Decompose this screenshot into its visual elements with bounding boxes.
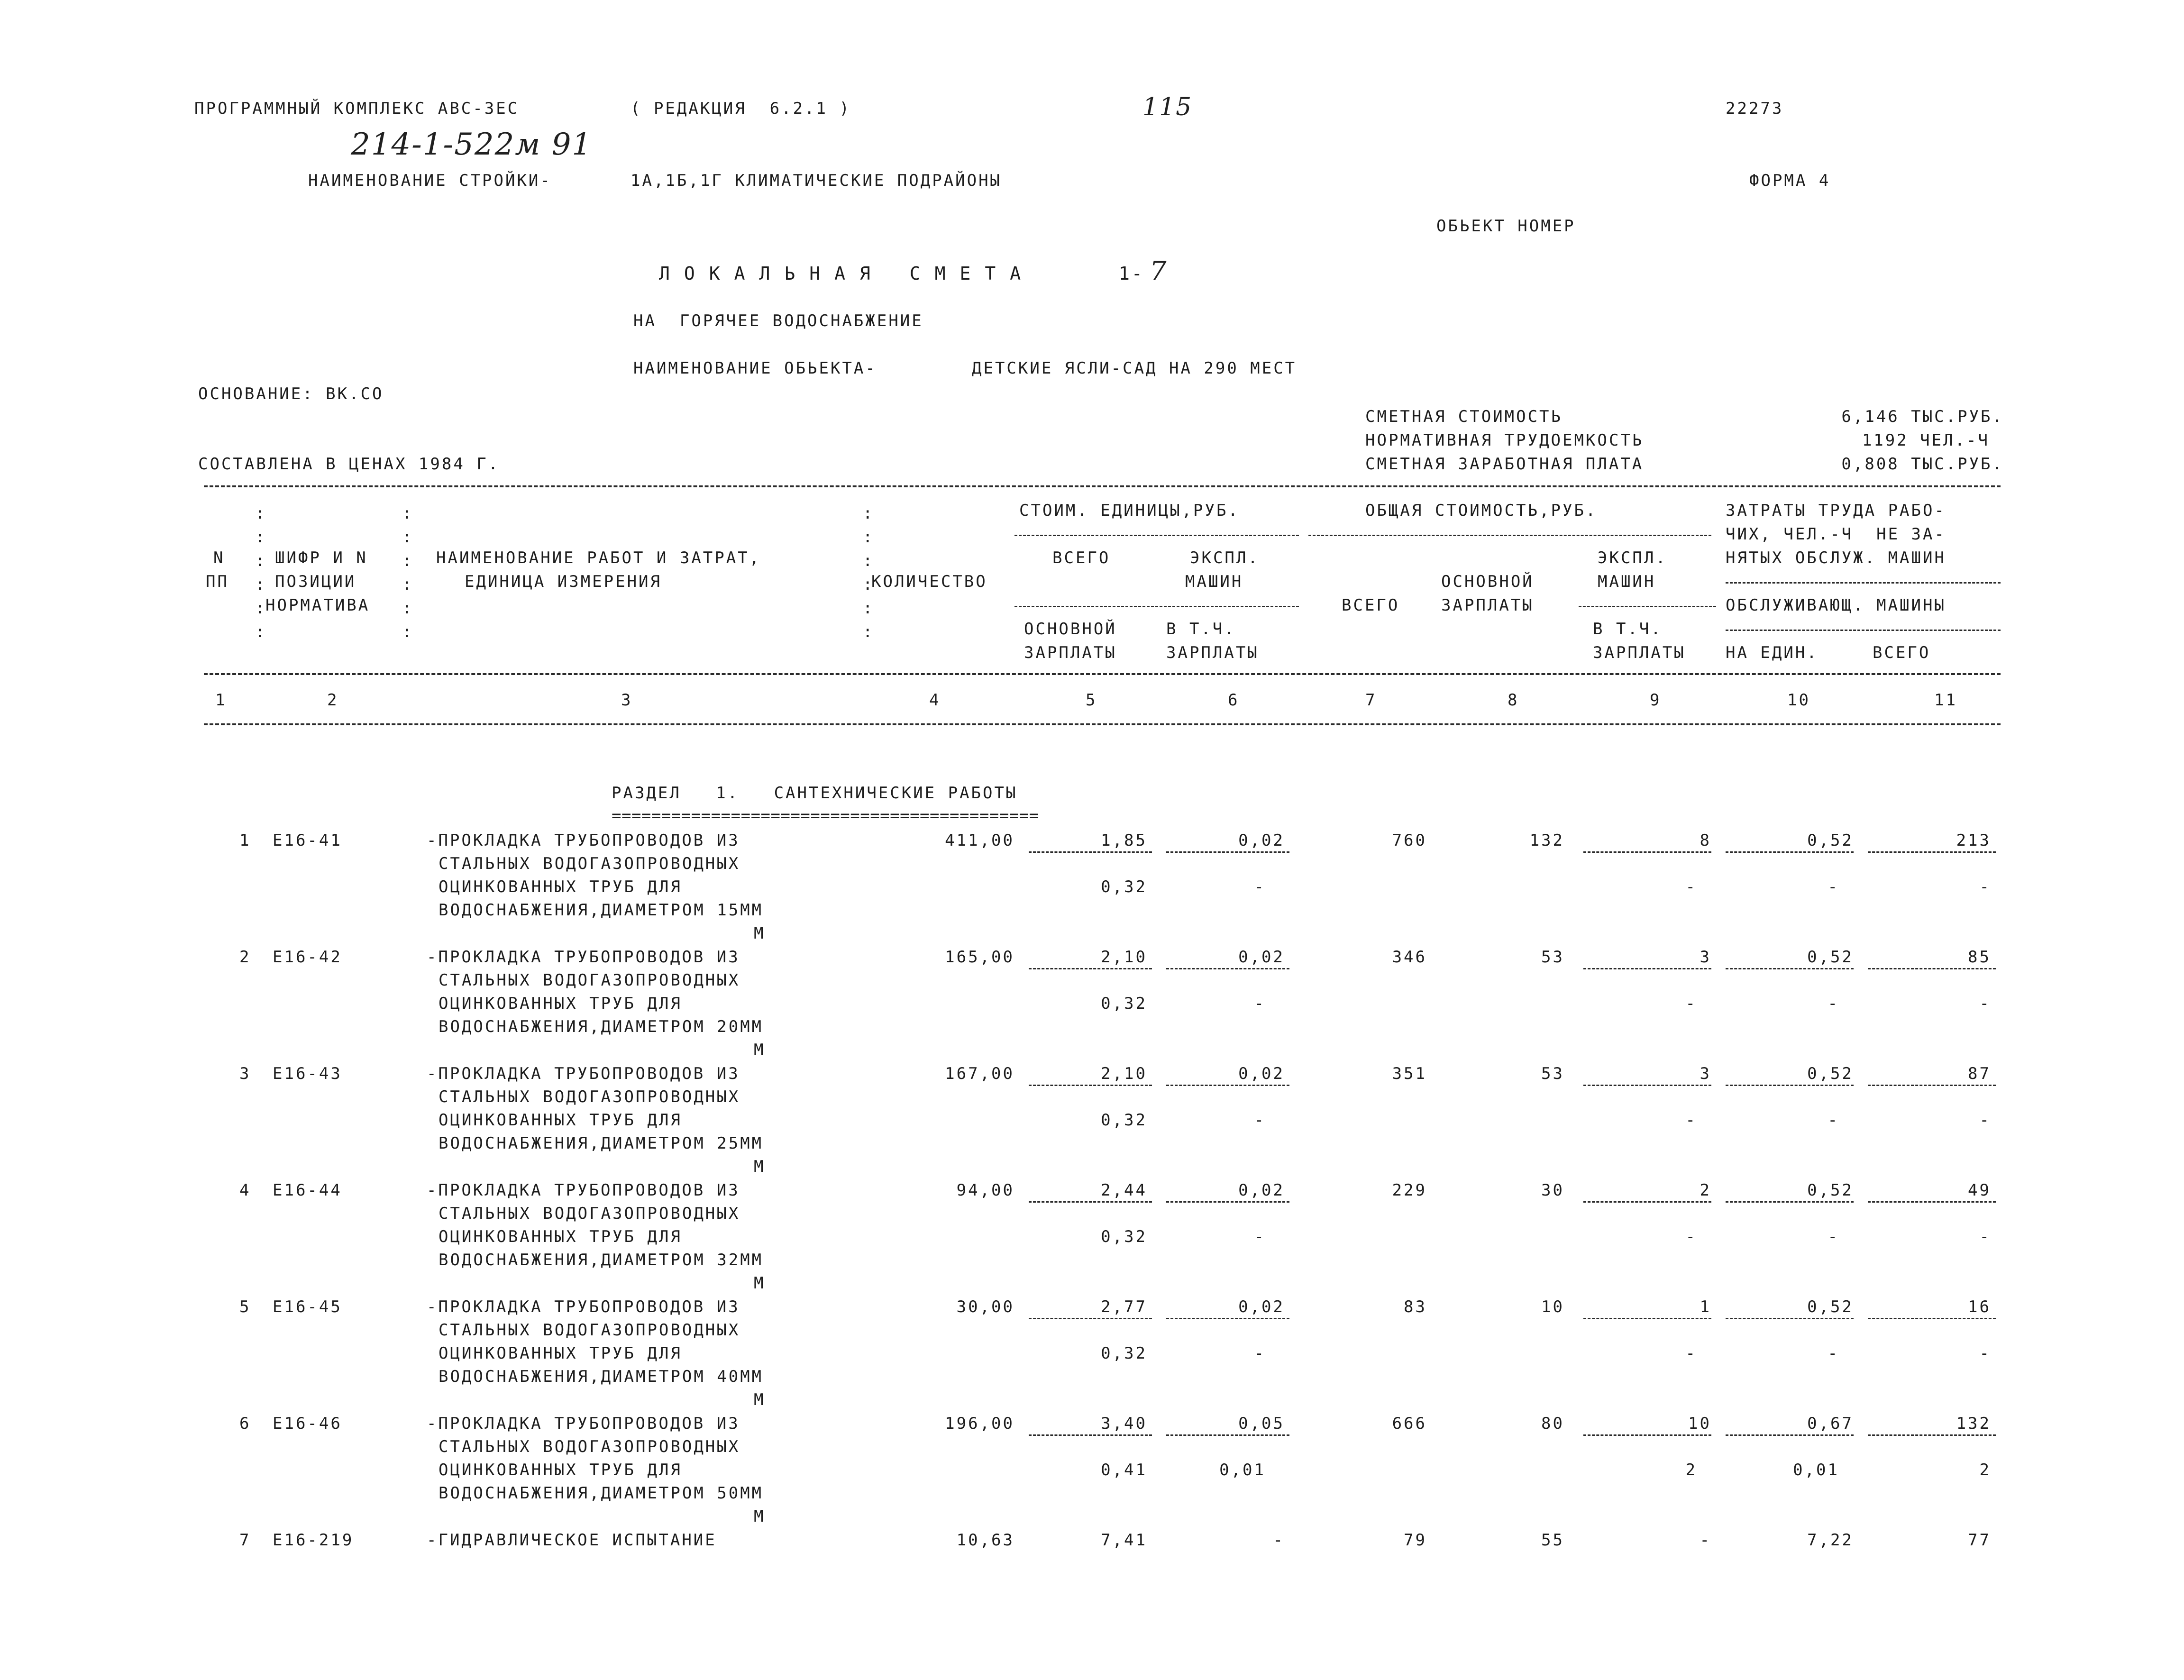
colnum-bottom-rule — [204, 723, 2001, 725]
construction-label: НАИМЕНОВАНИЕ СТРОЙКИ- — [308, 171, 552, 190]
cell-divider-rule — [1029, 1434, 1152, 1436]
header-rule-unit — [1014, 535, 1299, 536]
row-unit-total: 2,10 — [1101, 948, 1147, 967]
row-total-wage: 80 — [1541, 1414, 1564, 1433]
row-unit-wage: 0,41 — [1101, 1461, 1147, 1479]
row-name-line: СТАЛЬНЫХ ВОДОГАЗОПРОВОДНЫХ — [439, 971, 740, 990]
row-total-wage: 132 — [1529, 831, 1564, 850]
form-label: ФОРМА 4 — [1749, 171, 1831, 190]
row-total-mach: 2 — [1700, 1181, 1711, 1200]
row-total: 351 — [1392, 1064, 1427, 1083]
row-serv-unit: 0,01 — [1793, 1461, 1839, 1479]
construction-value: 1А,1Б,1Г КЛИМАТИЧЕСКИЕ ПОДРАЙОНЫ — [631, 171, 1002, 190]
row-total: 346 — [1392, 948, 1427, 967]
header-total-all: ВСЕГО — [1342, 596, 1400, 615]
row-serv-total: - — [1979, 1111, 1991, 1130]
cell-divider-rule — [1726, 1085, 1854, 1086]
row-unit-wage: 0,32 — [1101, 877, 1147, 896]
cell-divider-rule — [1583, 1434, 1711, 1436]
row-unit: М — [754, 1274, 766, 1293]
cell-divider-rule — [1726, 1201, 1854, 1203]
summary-value-cost: 6,146 ТЫС.РУБ. — [1841, 407, 2004, 426]
row-serv-total: - — [1979, 1227, 1991, 1246]
row-name-line: ОЦИНКОВАННЫХ ТРУБ ДЛЯ — [439, 1111, 682, 1130]
row-number: 6 — [239, 1414, 251, 1433]
row-total-mach: 8 — [1700, 831, 1711, 850]
header-unit-mach-wage-2: ЗАРПЛАТЫ — [1166, 643, 1259, 662]
estimate-subtitle: НА ГОРЯЧЕЕ ВОДОСНАБЖЕНИЕ — [633, 311, 923, 330]
row-code: Е16-42 — [273, 948, 342, 967]
cell-divider-rule — [1726, 1434, 1854, 1436]
header-total-mach-wage-1: В Т.Ч. — [1593, 620, 1663, 639]
row-unit-total: 1,85 — [1101, 831, 1147, 850]
row-unit: М — [754, 1507, 766, 1526]
row-serv-unit: - — [1828, 1344, 1839, 1363]
row-labor-total: 213 — [1956, 831, 1991, 850]
row-code: Е16-219 — [273, 1531, 354, 1550]
cell-divider-rule — [1583, 1201, 1711, 1203]
row-quantity: 411,00 — [945, 831, 1014, 850]
colnum-7: 7 — [1365, 691, 1377, 710]
header-labor-3: НЯТЫХ ОБСЛУЖ. МАШИН — [1726, 548, 1946, 567]
cell-divider-rule — [1166, 851, 1289, 853]
row-name-line: ОЦИНКОВАННЫХ ТРУБ ДЛЯ — [439, 877, 682, 896]
header-labor-serv: ОБСЛУЖИВАЮЩ. МАШИНЫ — [1726, 596, 1946, 615]
header-name-1: НАИМЕНОВАНИЕ РАБОТ И ЗАТРАТ, — [436, 548, 761, 567]
header-total-cost: ОБЩАЯ СТОИМОСТЬ,РУБ. — [1365, 501, 1598, 520]
estimate-number: 1- — [1119, 263, 1144, 284]
row-name-line: ОЦИНКОВАННЫХ ТРУБ ДЛЯ — [439, 1344, 682, 1363]
row-total: 666 — [1392, 1414, 1427, 1433]
row-labor-unit: 0,52 — [1807, 831, 1854, 850]
header-rule-unit-2 — [1014, 606, 1299, 607]
cell-divider-rule — [1868, 1434, 1996, 1436]
row-total-wage: 53 — [1541, 1064, 1564, 1083]
row-number: 4 — [239, 1181, 251, 1200]
cell-divider-rule — [1583, 1085, 1711, 1086]
row-labor-unit: 0,52 — [1807, 1297, 1854, 1316]
header-unit-mach-wage-1: В Т.Ч. — [1166, 620, 1236, 639]
header-name-2: ЕДИНИЦА ИЗМЕРЕНИЯ — [465, 572, 662, 591]
row-name-line: -ПРОКЛАДКА ТРУБОПРОВОДОВ ИЗ — [427, 1181, 740, 1200]
row-name-line: -ГИДРАВЛИЧЕСКОЕ ИСПЫТАНИЕ — [427, 1531, 717, 1550]
row-name-line: ОЦИНКОВАННЫХ ТРУБ ДЛЯ — [439, 1227, 682, 1246]
colnum-9: 9 — [1650, 691, 1662, 710]
cell-divider-rule — [1029, 1085, 1152, 1086]
cell-divider-rule — [1726, 851, 1854, 853]
row-total-mach-wage: - — [1685, 877, 1697, 896]
row-labor-unit: 0,52 — [1807, 1181, 1854, 1200]
row-total-mach: 3 — [1700, 948, 1711, 967]
row-number: 1 — [239, 831, 251, 850]
row-number: 5 — [239, 1297, 251, 1316]
header-unit-wage-1: ОСНОВНОЙ — [1024, 620, 1117, 639]
row-total-wage: 30 — [1541, 1181, 1564, 1200]
row-unit-mach: 0,05 — [1238, 1414, 1285, 1433]
colnum-1: 1 — [215, 691, 227, 710]
row-unit-wage: 0,32 — [1101, 1111, 1147, 1130]
row-unit-wage: 0,32 — [1101, 1344, 1147, 1363]
row-code: Е16-46 — [273, 1414, 342, 1433]
cell-divider-rule — [1583, 1318, 1711, 1319]
row-unit-wage: 0,32 — [1101, 994, 1147, 1013]
row-name-line: ВОДОСНАБЖЕНИЯ,ДИАМЕТРОМ 15ММ — [439, 901, 764, 920]
row-labor-total: 16 — [1968, 1297, 1991, 1316]
header-rule-labor — [1726, 582, 2001, 584]
row-unit-mach: 0,02 — [1238, 1064, 1285, 1083]
row-unit-total: 3,40 — [1101, 1414, 1147, 1433]
colnum-2: 2 — [327, 691, 339, 710]
summary-label-labor: НОРМАТИВНАЯ ТРУДОЕМКОСТЬ — [1365, 431, 1644, 450]
row-serv-unit: - — [1828, 1227, 1839, 1246]
cell-divider-rule — [1029, 968, 1152, 969]
row-unit: М — [754, 1041, 766, 1059]
row-serv-unit: - — [1828, 994, 1839, 1013]
cell-divider-rule — [1583, 968, 1711, 969]
handwritten-estimate-number: 7 — [1150, 256, 1168, 287]
row-serv-total: 2 — [1979, 1461, 1991, 1479]
row-serv-unit: - — [1828, 877, 1839, 896]
header-pp: ПП — [206, 572, 229, 591]
row-name-line: ВОДОСНАБЖЕНИЯ,ДИАМЕТРОМ 25ММ — [439, 1134, 764, 1153]
cell-divider-rule — [1726, 968, 1854, 969]
document-number: 22273 — [1726, 99, 1784, 118]
row-unit-mach-wage: - — [1254, 1227, 1266, 1246]
row-code: Е16-44 — [273, 1181, 342, 1200]
header-total-mach-1: ЭКСПЛ. — [1598, 548, 1667, 567]
row-unit-mach: - — [1273, 1531, 1285, 1550]
row-name-line: -ПРОКЛАДКА ТРУБОПРОВОДОВ ИЗ — [427, 1064, 740, 1083]
row-name-line: СТАЛЬНЫХ ВОДОГАЗОПРОВОДНЫХ — [439, 854, 740, 873]
row-name-line: -ПРОКЛАДКА ТРУБОПРОВОДОВ ИЗ — [427, 948, 740, 967]
row-unit-total: 7,41 — [1101, 1531, 1147, 1550]
row-unit-mach: 0,02 — [1238, 948, 1285, 967]
row-unit-wage: 0,32 — [1101, 1227, 1147, 1246]
colnum-10: 10 — [1787, 691, 1810, 710]
section-underline: =========================================== — [612, 806, 1039, 825]
cell-divider-rule — [1029, 851, 1152, 853]
summary-value-wage: 0,808 ТЫС.РУБ. — [1841, 455, 2004, 474]
separator-column: : : : : : : — [255, 504, 267, 641]
row-code: Е16-45 — [273, 1297, 342, 1316]
row-labor-total: 49 — [1968, 1181, 1991, 1200]
estimate-title: ЛОКАЛЬНАЯ СМЕТА — [659, 263, 1035, 284]
row-unit-total: 2,44 — [1101, 1181, 1147, 1200]
header-unit-mach-1: ЭКСПЛ. — [1190, 548, 1260, 567]
header-quantity: КОЛИЧЕСТВО — [871, 572, 987, 591]
summary-label-wage: СМЕТНАЯ ЗАРАБОТНАЯ ПЛАТА — [1365, 455, 1644, 474]
row-labor-unit: 0,67 — [1807, 1414, 1854, 1433]
row-total: 229 — [1392, 1181, 1427, 1200]
row-total: 83 — [1404, 1297, 1427, 1316]
header-rule-labor-2 — [1726, 630, 2001, 631]
cell-divider-rule — [1868, 851, 1996, 853]
row-unit-mach: 0,02 — [1238, 1297, 1285, 1316]
row-quantity: 196,00 — [945, 1414, 1014, 1433]
row-unit-mach: 0,02 — [1238, 1181, 1285, 1200]
row-serv-total: - — [1979, 1344, 1991, 1363]
row-unit-total: 2,77 — [1101, 1297, 1147, 1316]
row-name-line: -ПРОКЛАДКА ТРУБОПРОВОДОВ ИЗ — [427, 1297, 740, 1316]
row-total-mach: 1 — [1700, 1297, 1711, 1316]
row-total-wage: 55 — [1541, 1531, 1564, 1550]
row-unit-mach-wage: - — [1254, 1344, 1266, 1363]
row-total-mach-wage: 2 — [1685, 1461, 1697, 1479]
cell-divider-rule — [1868, 1201, 1996, 1203]
cell-divider-rule — [1868, 1085, 1996, 1086]
row-unit-mach-wage: - — [1254, 1111, 1266, 1130]
row-name-line: ВОДОСНАБЖЕНИЯ,ДИАМЕТРОМ 40ММ — [439, 1367, 764, 1386]
colnum-6: 6 — [1228, 691, 1240, 710]
row-name-line: ВОДОСНАБЖЕНИЯ,ДИАМЕТРОМ 20ММ — [439, 1017, 764, 1036]
cell-divider-rule — [1726, 1318, 1854, 1319]
row-unit-mach-wage: - — [1254, 994, 1266, 1013]
row-total-mach-wage: - — [1685, 994, 1697, 1013]
row-labor-unit: 0,52 — [1807, 1064, 1854, 1083]
object-name-label: НАИМЕНОВАНИЕ ОБЬЕКТА- — [633, 359, 877, 378]
cell-divider-rule — [1166, 1085, 1289, 1086]
object-name-value: ДЕТСКИЕ ЯСЛИ-САД НА 290 МЕСТ — [972, 359, 1297, 378]
header-rule-mach — [1579, 606, 1716, 607]
row-name-line: СТАЛЬНЫХ ВОДОГАЗОПРОВОДНЫХ — [439, 1087, 740, 1106]
colnum-4: 4 — [929, 691, 941, 710]
cell-divider-rule — [1166, 968, 1289, 969]
header-rule-total — [1308, 535, 1711, 536]
cell-divider-rule — [1029, 1318, 1152, 1319]
separator-column: : : : : : : — [863, 504, 875, 641]
row-serv-total: - — [1979, 877, 1991, 896]
program-edition: ( РЕДАКЦИЯ 6.2.1 ) — [631, 99, 851, 118]
header-unit-cost: СТОИМ. ЕДИНИЦЫ,РУБ. — [1019, 501, 1240, 520]
row-total-wage: 53 — [1541, 948, 1564, 967]
row-total-mach: - — [1700, 1531, 1711, 1550]
row-labor-unit: 0,52 — [1807, 948, 1854, 967]
header-unit-wage-2: ЗАРПЛАТЫ — [1024, 643, 1117, 662]
cell-divider-rule — [1868, 1318, 1996, 1319]
row-name-line: ОЦИНКОВАННЫХ ТРУБ ДЛЯ — [439, 1461, 682, 1479]
header-total-mach-2: МАШИН — [1598, 572, 1656, 591]
row-name-line: ВОДОСНАБЖЕНИЯ,ДИАМЕТРОМ 32ММ — [439, 1251, 764, 1269]
row-total-mach-wage: - — [1685, 1227, 1697, 1246]
row-unit-total: 2,10 — [1101, 1064, 1147, 1083]
row-total-mach: 3 — [1700, 1064, 1711, 1083]
row-labor-total: 132 — [1956, 1414, 1991, 1433]
row-number: 3 — [239, 1064, 251, 1083]
header-code-2: ПОЗИЦИИ — [275, 572, 356, 591]
colnum-3: 3 — [621, 691, 633, 710]
header-total-wage-1: ОСНОВНОЙ — [1441, 572, 1534, 591]
row-name-line: ВОДОСНАБЖЕНИЯ,ДИАМЕТРОМ 50ММ — [439, 1484, 764, 1503]
header-labor-1: ЗАТРАТЫ ТРУДА РАБО- — [1726, 501, 1946, 520]
row-name-line: -ПРОКЛАДКА ТРУБОПРОВОДОВ ИЗ — [427, 831, 740, 850]
row-total: 79 — [1404, 1531, 1427, 1550]
header-labor-2: ЧИХ, ЧЕЛ.-Ч НЕ ЗА- — [1726, 525, 1946, 544]
row-quantity: 165,00 — [945, 948, 1014, 967]
colnum-8: 8 — [1508, 691, 1519, 710]
row-labor-total: 85 — [1968, 948, 1991, 967]
row-unit: М — [754, 924, 766, 943]
header-labor-unit: НА ЕДИН. — [1726, 643, 1818, 662]
header-code-3: НОРМАТИВА — [265, 596, 370, 615]
row-total-mach-wage: - — [1685, 1344, 1697, 1363]
row-unit-mach-wage: - — [1254, 877, 1266, 896]
row-total-mach-wage: - — [1685, 1111, 1697, 1130]
cell-divider-rule — [1166, 1318, 1289, 1319]
row-number: 7 — [239, 1531, 251, 1550]
row-name-line: СТАЛЬНЫХ ВОДОГАЗОПРОВОДНЫХ — [439, 1321, 740, 1340]
row-quantity: 10,63 — [956, 1531, 1014, 1550]
row-unit-mach: 0,02 — [1238, 831, 1285, 850]
header-top-rule — [204, 485, 2001, 487]
row-name-line: -ПРОКЛАДКА ТРУБОПРОВОДОВ ИЗ — [427, 1414, 740, 1433]
header-unit-mach-2: МАШИН — [1185, 572, 1243, 591]
row-unit: М — [754, 1390, 766, 1409]
basis: ОСНОВАНИЕ: ВК.СО — [198, 384, 384, 403]
handwritten-page-number: 115 — [1142, 93, 1193, 121]
row-labor-total: 87 — [1968, 1064, 1991, 1083]
object-number-label: ОБЬЕКТ НОМЕР — [1436, 217, 1576, 236]
compiled-prices: СОСТАВЛЕНА В ЦЕНАХ 1984 Г. — [198, 455, 500, 474]
handwritten-project-code: 214-1-522м 91 — [351, 127, 593, 162]
row-code: Е16-43 — [273, 1064, 342, 1083]
colnum-11: 11 — [1934, 691, 1957, 710]
row-number: 2 — [239, 948, 251, 967]
row-serv-unit: - — [1828, 1111, 1839, 1130]
row-quantity: 94,00 — [956, 1181, 1014, 1200]
cell-divider-rule — [1029, 1201, 1152, 1203]
row-total-mach: 10 — [1688, 1414, 1711, 1433]
row-labor-unit: 7,22 — [1807, 1531, 1854, 1550]
header-unit-total: ВСЕГО — [1052, 548, 1111, 567]
program-name: ПРОГРАММНЫЙ КОМПЛЕКС АВС-3ЕС — [194, 99, 520, 118]
section-title: РАЗДЕЛ 1. САНТЕХНИЧЕСКИЕ РАБОТЫ — [612, 784, 1018, 803]
header-total-mach-wage-2: ЗАРПЛАТЫ — [1593, 643, 1686, 662]
row-name-line: ОЦИНКОВАННЫХ ТРУБ ДЛЯ — [439, 994, 682, 1013]
row-total-wage: 10 — [1541, 1297, 1564, 1316]
header-total-wage-2: ЗАРПЛАТЫ — [1441, 596, 1534, 615]
separator-column: : : : : : : — [402, 504, 414, 641]
cell-divider-rule — [1868, 968, 1996, 969]
row-unit-mach-wage: 0,01 — [1219, 1461, 1266, 1479]
row-total: 760 — [1392, 831, 1427, 850]
row-name-line: СТАЛЬНЫХ ВОДОГАЗОПРОВОДНЫХ — [439, 1204, 740, 1223]
summary-value-labor: 1192 ЧЕЛ.-Ч — [1862, 431, 1990, 450]
row-unit: М — [754, 1157, 766, 1176]
header-labor-total: ВСЕГО — [1873, 643, 1931, 662]
row-name-line: СТАЛЬНЫХ ВОДОГАЗОПРОВОДНЫХ — [439, 1437, 740, 1456]
header-code-1: ШИФР И N — [275, 548, 368, 567]
row-quantity: 167,00 — [945, 1064, 1014, 1083]
header-n: N — [213, 548, 225, 567]
cell-divider-rule — [1166, 1201, 1289, 1203]
cell-divider-rule — [1166, 1434, 1289, 1436]
row-quantity: 30,00 — [956, 1297, 1014, 1316]
header-bottom-rule — [204, 673, 2001, 675]
cell-divider-rule — [1583, 851, 1711, 853]
row-labor-total: 77 — [1968, 1531, 1991, 1550]
summary-label-cost: СМЕТНАЯ СТОИМОСТЬ — [1365, 407, 1563, 426]
row-serv-total: - — [1979, 994, 1991, 1013]
row-code: Е16-41 — [273, 831, 342, 850]
colnum-5: 5 — [1086, 691, 1097, 710]
